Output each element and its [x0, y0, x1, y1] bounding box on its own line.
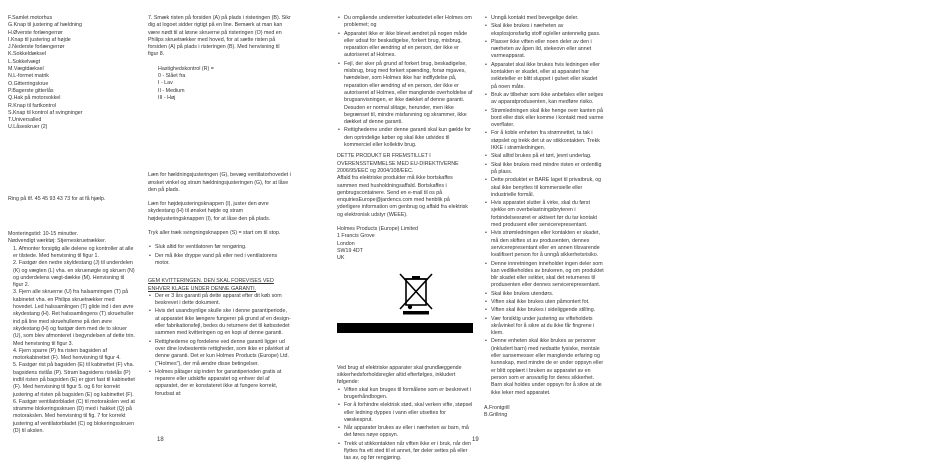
address-line: SW19 4DT — [337, 247, 363, 254]
guarantee-bullet: • Holmes påtager sig inden for garantiperioden gratis at reparere eller udskifte apparatet og enhver del af apparatet, der er konstateret ikke at fungere korrekt, forudsat at: — [155, 369, 291, 398]
tools-needed: Nødvendigt værktøj: Stjerneskruetrækker. — [8, 238, 107, 245]
safety-bullet: • Skal alltid brukes på et tørt, jevnt underlag. — [491, 153, 604, 160]
safety-bullet: • For å forhindre elektrisk stød, skal verken vifte, støpsel eller ledning dyppes i vann eller utsettes for væskesprut. — [344, 402, 473, 424]
assembly-step: 5. Fastgør rist på bagsiden (E) til kabinettet (F) vha. bagsidens ristlås (P). Stram bagsidens ristelås (P) indtil risten på bagsiden (E) er gjort fast til kabinettet (F). Med henvisning til figur 5. og 6 for korrekt justering af risten på bagsiden (E) og kabinettet (F). — [13, 362, 135, 398]
speed-item: I - Lav — [158, 80, 173, 87]
part-item: J.Nederste forlængerrør — [8, 44, 65, 51]
safety-bullet: • Viften skal ikke brukes i sideliggende stilling. — [491, 307, 604, 314]
column-1 — [8, 15, 136, 435]
column-2 — [148, 15, 291, 399]
guarantee-condition: • Rettighederne under denne garanti skal kun gælde for den oprindelige køber og skal ikke udvides til kommerciel eller kollektiv brug. — [344, 127, 473, 149]
care-bullet: • Der må ikke dryppe vand på eller ned i ventilatorens motor. — [155, 253, 291, 268]
guarantee-bullet: • Hvis det usandsynlige skulle ske i denne garantiperiode, at apparatet ikke længere fungerer på grund af en design- eller fabrikationsfejl, bedes du returnere det til købsstedet sammen med kvitteringen og en kopi af denne garanti. — [155, 308, 291, 337]
page-number-left: 18 — [157, 437, 164, 443]
safety-bullet: • Apparatet skal ikke brukes hvis ledningen eller kontakten er skadet, eller at apparatet har svikteteller er blitt sluppet i gulvet eller skadet på noen måte. — [491, 62, 604, 91]
oscillation-paragraph: Tryk aller træk svingningsknappen (S) = start om til stop. — [148, 230, 281, 237]
guarantee-title: GEM KVITTERINGEN. DEN SKAL FOREVISES VED ENHVER KLAGE UNDER DENNE GARANTI. — [148, 278, 274, 292]
safety-bullet: • Skal ikke brukes med mindre risten er ordentlig på plass. — [491, 162, 604, 177]
speed-list — [148, 73, 291, 102]
part-item: M.Vægtdæksel — [8, 66, 44, 73]
safety-bullet: • Skal ikke brukes utendørs. — [491, 291, 604, 298]
assembly-step: 4. Fjern sparre (P) fra risten bagsiden af motorkabinettet (F). Med henvisning til figur 4. — [13, 347, 121, 362]
care-bullet: • Sluk altid for ventilatoren før rengøring. — [155, 244, 291, 251]
assembly-time: Monteringstid: 10-15 minutter. — [8, 231, 79, 238]
part-item: N.L-formet matrik — [8, 73, 49, 80]
safety-bullet: • Trekk ut stikkontakten når viften ikke er i bruk, når den flyttes fra ett sted til et annet, før deler settes på eller tas av, og før rengjøring. — [344, 441, 473, 463]
speed-control-title: Hastighedskontrol (R) = — [158, 65, 214, 72]
directive-text: Affald fra elektriske produkter må ikke bortskaffes sammen med husholdningsaffald. Bortskaffes i genbrugscontainere. Send en e-mail til os på enquiriesEurope@jardencs.com med henblik på yderligere information om genbrug og affald fra elektrisk og elektronisk udstyr (WEEE). — [337, 175, 468, 218]
part-item: I.Knap til justering af højde — [8, 36, 71, 43]
safety-bullet: • Hvis apparatet slutter å virke, skal du først sjekke om overbelastningsbryteren i forbindelsesrøret er aktivert før du tar kontakt med produsent eller servicerepresentant. — [491, 200, 604, 229]
address-block — [337, 226, 473, 262]
safety-bullet: • Skal ikke brukes i nærheten av eksplosjonsfarlig stoff og/eller antennelig gass. — [491, 23, 604, 38]
help-line: Ring på tlf. 45 45 93 43 73 for at få hjælp. — [8, 195, 106, 202]
speed-item: III - Høj — [158, 94, 176, 101]
safety-bullet: • Viften skal ikke brukes uten påmontert fot. — [491, 299, 604, 306]
assembly-step: 2. Fastgør den nedre skyldestang (J) til underdelen (K) og vægten (L) vha. en skruenøgle og skruen (N) og underdelens vægt-dække (M). Henvisning til figur 2. — [13, 260, 135, 289]
parts-list-front — [484, 405, 604, 420]
speed-item: II - Medium — [158, 87, 185, 94]
assembly-steps — [8, 246, 136, 436]
page-number-right: 19 — [472, 437, 479, 443]
guarantee-bullets — [148, 293, 291, 398]
care-bullets — [148, 244, 291, 267]
assembly-step: 6. Fastgør ventilatorbladet (C) til motorakslen ved at stramme blokeringsskruen (D) med i hakket (Q) på motorakslen. Med henvisning til fig. 7 for korrekt justering af ventilatorbladet (C) og blokeringsskruen (D) til akslen. — [13, 398, 135, 435]
speed-item: 0 - Slået fra — [158, 73, 186, 80]
tilt-paragraph: Læn for hældningsjusteringen (G), bevæg ventilatorhovedet i ønsket vinkel og stram hældningsjusteringen (G), for at låse den på plads. — [148, 172, 291, 193]
safety-bullet: • Dette produktet er BARE laget til privatbruk, og skal ikke benyttes til kommersielle eller industrielle formål. — [491, 177, 604, 199]
safety-bullet: • For å koble enheten fra strømnettet, ta tak i støpslet og trekk det ut av stikkontakten. Trekk IKKE i strømledningen. — [491, 130, 604, 152]
part-item: F.Samlet motorhus — [8, 15, 53, 21]
safety-bullet: • Strømledningen skal ikke henge over kanten på bord eller disk eller komme i kontakt med varme overflater. — [491, 108, 604, 130]
part-item: P.Bagerste gitterlås — [8, 87, 54, 94]
part-item: U.Låseskruer (2) — [8, 124, 48, 131]
part-item: O.Gitterringskrue — [8, 80, 49, 87]
part-item: A.Frontgrill — [484, 404, 510, 411]
column-4 — [484, 15, 604, 419]
part-item: H.Øverste forlængerrør — [8, 29, 63, 36]
safety-bullet: • Denne innretningen inneholder ingen deler som kan vedlikeholdes av brukeren, og om produktet blir skadet eller svikter, skal det returneres til produsenten eller dennes servicerepresentant. — [491, 261, 604, 290]
guarantee-bullet: • Rettighederne og fordelene ved denne garanti ligger ud over dine lovbestemte rettigheder, som ikke er påvirket af denne garanti. Det er kun Holmes Products (Europe) Ltd. ("Holmes"), der må ændre disse betingelser. — [155, 339, 291, 368]
weee-crossed-bin-icon — [397, 271, 435, 315]
step-7: 7. Smæk risten på forsiden (A) på plads i risteringen (B). Sikr dig at logoet sidder rigtigt på en line. Bemærk at man kan være nødt til at løsne skruerne på risteringen (O) med en Philips skruetrækker med hoved, for at sætte risten på forsiden (A) på plads i risteringen (B). Med henvisning til figur 8. — [148, 15, 291, 58]
safety-bullet: • Denne enheten skal ikke brukes av personer (inkludert barn) med nedsatte fysiske, mentale eller sansemesser eller manglende erfaring og kunnskap, med mindre de er under oppsyn eller er blitt opplært i bruken av apparatet av en person som er ansvarlig for deres sikkerhet. Barn skal holdes under oppsyn for å sikre at de ikke leker med apparatet. — [491, 338, 604, 396]
safety-bullet: • Plasser ikke viften eller noen deler av den i nærheten av åpen ild, stekeovn eller annet varmeapparat. — [491, 39, 604, 61]
part-item: S.Knap til kontrol af svingninger — [8, 109, 83, 116]
section-divider-bar — [337, 323, 473, 333]
part-item: G.Knap til justering af hældning — [8, 22, 82, 29]
column-3 — [337, 15, 473, 464]
directive-title: DETTE PRODUKT ER FREMSTILLET I OVERENSSTEMMELSE MED EU-DIREKTIVERNE 2006/95/EEC og 2004/108/EEC. — [337, 153, 459, 174]
guarantee-bullet: • Der er 3 års garanti på dette apparat efter dit køb som beskrevet i dette dokument. — [155, 293, 291, 308]
safety-bullet: • Unngå kontakt med bevegelige deler. — [491, 15, 604, 22]
height-paragraph: Læn for højdejusteringsknappen (I), juster den øvre skydestang (H) til ønsket højde og stram højdejusteringsknappen (I), for at låse den på plads. — [148, 201, 271, 222]
address-line: Holmes Products (Europe) Limited — [337, 226, 418, 233]
safety-bullet: • Når apparater brukes av eller i nærheten av barn, må det føres nøye oppsyn. — [344, 425, 473, 440]
safety-bullets-continued — [484, 15, 604, 397]
guarantee-condition: • Fejl, der sker på grund af forkert brug, beskadigelse, misbrug, brug med forkert spænding, forsø mgaves, hændelser, som Holmes ikke har indflydelse på, reparation eller ændring af en person, der ikke er autoriseret af Holmes, eller manglende overholdelse af brugsanvisningen, er ikke dækket af denne garanti. Desuden er normal slitage, herunder, men ikke begrænset til, mindre misfarvning og skrammer, ikke dækket af denne garanti. — [344, 61, 473, 127]
part-item: K.Sokkeldæksel — [8, 51, 46, 58]
address-line: London — [337, 240, 355, 247]
address-line: 1 Francis Grove — [337, 233, 375, 240]
guarantee-conditions — [337, 15, 473, 149]
parts-list — [8, 15, 136, 132]
part-item: Q.Hak på motorsokkel — [8, 95, 61, 102]
guarantee-condition: • Apparatet ikke er ikke blevet ændret på nogen måde eller udsat for beskadigelse, forkert brug, misbrug, reparation eller ændring af en person, der ikke er autoriseret af Holmes. — [344, 31, 473, 60]
part-item: T.Universalled — [8, 117, 42, 124]
safety-intro: Ved brug af elektriske apparater skal grundlæggende sikkerhedsforholdsregler altid efterfølges, inkludert følgende: — [337, 364, 462, 386]
safety-bullet: • Vær forsiktig under justering av vifteholdets skråvinkel for å sikre at du ikke får fingrene i klem. — [491, 316, 604, 338]
part-item: L.Sokkelvægt — [8, 58, 41, 65]
assembly-step: 3. Fjern alle skruerne (U) fra halsamringen (T) på kabinetet vha. en Philips skruetrækker med hovedet. Led halssamlingen (T) glide ind i den øvre skydestang (H). Ret halssamlingens (T) skruehuller ind på line med skruehullerne på den øvre skydestang (H) og fastgør dem med de to skruer (U), som blev afmonteret i begyndelsen af dette trin. Med henvisning til figur 3. — [13, 289, 135, 347]
guarantee-condition: • Du omgående underretter købsstedet eller Holmes om problemet; og — [344, 15, 473, 30]
part-item: R.Knap til fartkontrol — [8, 102, 56, 109]
safety-bullet: • Hvis strømledningen eller kontakten er skadet, må den skiftes ut av produsenten, dennes servicerepresentant eller en annen tilsvarende kvalifisert person for å unngå sikkerhetsrisiko. — [491, 230, 604, 259]
assembly-step: 1. Afmonter forsigtig alle delene og kontroller at alle er tilstede. Med henvisning til figur 1. — [13, 245, 134, 259]
safety-bullet: • Viften skal kun bruges til formålene som er beskrevet i brugerhåndbogen. — [344, 387, 473, 402]
part-item: B.Grillring — [484, 412, 508, 419]
safety-bullet: • Bruk av tilbehør som ikke anbefales eller selges av apparatprodusenten, kan medføre risiko. — [491, 92, 604, 107]
safety-bullets — [337, 387, 473, 463]
address-line: UK — [337, 255, 345, 262]
